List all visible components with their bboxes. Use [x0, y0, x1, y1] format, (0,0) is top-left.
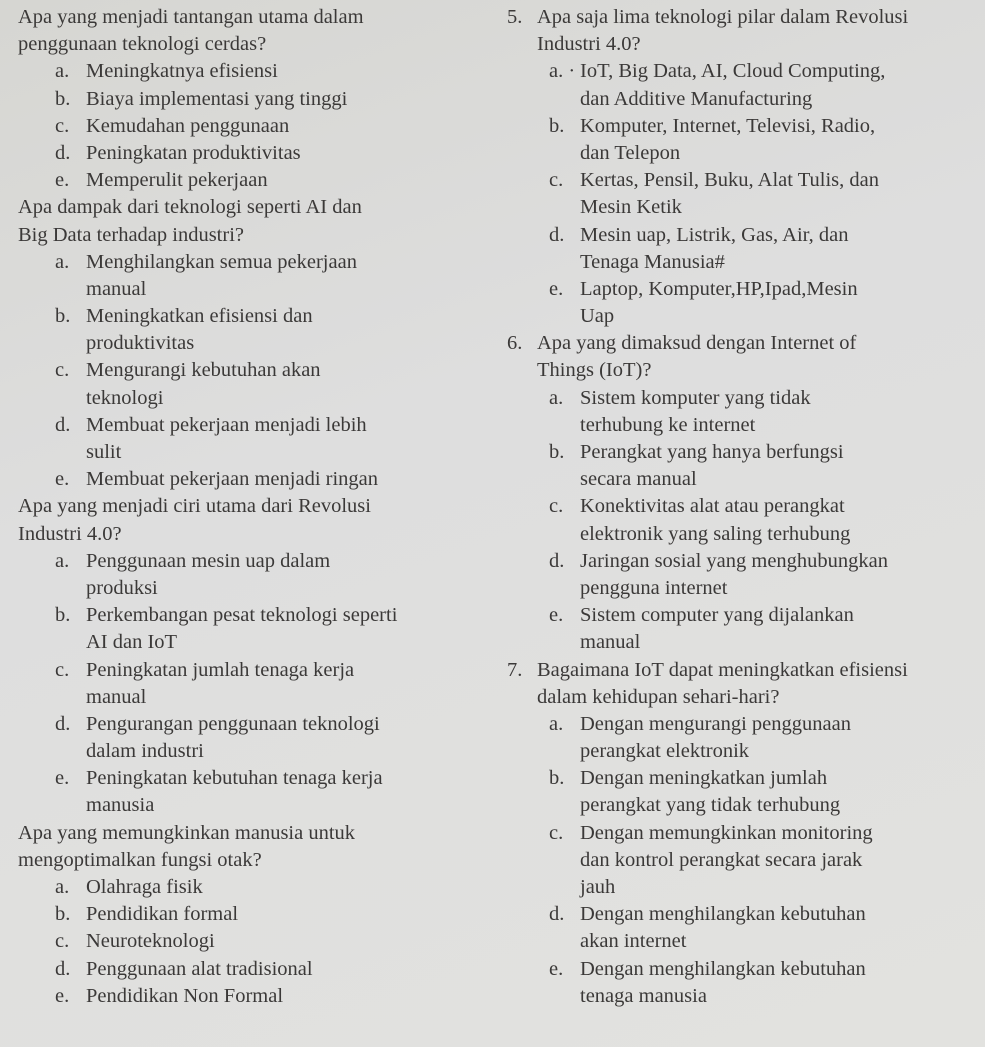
answer-option-line [507, 738, 977, 765]
answer-option [18, 357, 488, 411]
question-text-line [507, 357, 977, 384]
option-letter: a. [55, 876, 70, 898]
question-text: Apa yang memungkinkan manusia untuk [18, 821, 356, 844]
answer-option-line [18, 276, 488, 303]
option-text: Mesin uap, Listrik, Gas, Air, dan [580, 223, 849, 246]
answer-option-line [507, 222, 977, 249]
option-text: Membuat pekerjaan menjadi ringan [86, 468, 379, 491]
question-number: 5. [507, 6, 523, 28]
answer-option-line [507, 928, 977, 955]
answer-option-line [507, 901, 977, 928]
option-text: manual [86, 277, 147, 300]
answer-option [507, 439, 977, 493]
answer-option-line [507, 140, 977, 167]
answer-option-line [18, 303, 488, 330]
question-text-line [18, 222, 488, 249]
option-text: Memperulit pekerjaan [86, 169, 268, 192]
question-block [18, 820, 488, 1010]
option-text: IoT, Big Data, AI, Cloud Computing, [580, 60, 886, 83]
answer-option [18, 86, 488, 113]
option-text: Kertas, Pensil, Buku, Alat Tulis, dan [580, 169, 879, 192]
option-text: Pendidikan Non Formal [86, 984, 284, 1007]
answer-option-line [507, 466, 977, 493]
question-number: 7. [507, 658, 523, 681]
answer-option-line [18, 249, 488, 276]
answer-option [507, 58, 977, 112]
option-letter: a. [55, 549, 70, 572]
question-text: Apa yang dimaksud dengan Internet of [537, 332, 857, 355]
answer-option [18, 983, 488, 1010]
answer-option-line [18, 140, 488, 167]
answer-option [18, 602, 488, 656]
option-text: Tenaga Manusia# [580, 250, 725, 273]
answer-option [18, 874, 488, 901]
question-text: Industri 4.0? [18, 522, 122, 545]
option-text: Sistem computer yang dijalankan [580, 604, 854, 627]
option-text: Dengan mengurangi penggunaan [580, 712, 851, 735]
option-text: Perkembangan pesat teknologi seperti [86, 604, 398, 627]
question-text: Apa yang menjadi ciri utama dari Revolusi [18, 495, 371, 518]
answer-option-line [507, 303, 977, 330]
option-text: AI dan IoT [86, 631, 178, 654]
question-text-line [507, 684, 977, 711]
option-text: akan internet [580, 930, 687, 953]
option-letter: d. [549, 549, 565, 572]
question-number: 6. [507, 332, 523, 355]
option-letter: a. [549, 386, 564, 409]
question-text-line [18, 847, 488, 874]
right-column [507, 4, 977, 1010]
answer-option-line [18, 956, 488, 983]
question-text: Things (IoT)? [537, 359, 652, 382]
answer-option [507, 956, 977, 1010]
answer-option [507, 765, 977, 819]
option-text: produktivitas [86, 332, 195, 355]
answer-option [18, 548, 488, 602]
option-letter: e. [55, 468, 70, 491]
answer-option [507, 276, 977, 330]
answer-option [18, 466, 488, 493]
answer-option-line [18, 439, 488, 466]
answer-option-line [507, 548, 977, 575]
answer-option-line [507, 602, 977, 629]
answer-option-line [507, 765, 977, 792]
option-letter: d. [55, 413, 71, 436]
question-text-line [18, 493, 488, 520]
option-letter: e. [55, 767, 70, 790]
answer-option [18, 765, 488, 819]
answer-option-line [18, 357, 488, 384]
question-block [18, 194, 488, 493]
answer-option-line [507, 493, 977, 520]
answer-option-line [507, 167, 977, 194]
option-text: Neuroteknologi [86, 930, 215, 953]
answer-option-line [18, 385, 488, 412]
option-text: perangkat yang tidak terhubung [580, 794, 841, 817]
answer-option [507, 385, 977, 439]
answer-option [18, 928, 488, 955]
option-text: Penggunaan alat tradisional [86, 957, 313, 980]
option-text: pengguna internet [580, 576, 728, 599]
answer-option-line [507, 575, 977, 602]
answer-option-line [18, 765, 488, 792]
question-text-line [507, 4, 977, 31]
option-text: elektronik yang saling terhubung [580, 522, 851, 545]
answer-option-line [18, 684, 488, 711]
answer-option [18, 657, 488, 711]
answer-option-line [507, 983, 977, 1010]
question-text: Apa dampak dari teknologi seperti AI dan [18, 196, 362, 219]
option-letter: e. [549, 604, 564, 627]
option-text: Dengan menghilangkan kebutuhan [580, 903, 866, 926]
answer-option [18, 113, 488, 140]
answer-option-line [18, 629, 488, 656]
option-text: Meningkatkan efisiensi dan [86, 305, 313, 328]
answer-option-line [507, 521, 977, 548]
option-text: teknologi [86, 386, 164, 409]
question-block [507, 330, 977, 656]
option-text: produksi [86, 576, 158, 599]
option-text: Uap [580, 305, 615, 328]
option-letter: e. [55, 984, 70, 1007]
option-letter: b. [55, 87, 71, 110]
question-text-line [18, 4, 488, 31]
answer-option-line [507, 276, 977, 303]
question-text: mengoptimalkan fungsi otak? [18, 848, 262, 871]
answer-option-line [18, 167, 488, 194]
answer-option-line [18, 113, 488, 140]
option-text: manual [580, 631, 641, 654]
option-text: Komputer, Internet, Televisi, Radio, [580, 114, 876, 137]
answer-option-line [18, 330, 488, 357]
option-letter: a. [55, 60, 70, 83]
question-block [18, 4, 488, 194]
question-text-line [18, 820, 488, 847]
option-text: Mengurangi kebutuhan akan [86, 359, 321, 382]
option-text: Konektivitas alat atau perangkat [580, 495, 845, 518]
option-text: Sistem komputer yang tidak [580, 386, 811, 409]
question-text-line [507, 657, 977, 684]
option-letter: a. · [549, 60, 576, 83]
answer-option [18, 901, 488, 928]
answer-option-line [18, 711, 488, 738]
answer-option [18, 167, 488, 194]
answer-option-line [18, 928, 488, 955]
option-letter: c. [55, 359, 70, 382]
option-text: dan Telepon [580, 141, 681, 164]
answer-option-line [507, 113, 977, 140]
option-text: Olahraga fisik [86, 876, 203, 898]
answer-option-line [507, 439, 977, 466]
answer-option-line [507, 412, 977, 439]
option-text: Dengan meningkatkan jumlah [580, 767, 828, 790]
option-text: Dengan memungkinkan monitoring [580, 821, 873, 844]
option-text: terhubung ke internet [580, 413, 756, 436]
option-text: Meningkatnya efisiensi [86, 60, 278, 83]
answer-option-line [507, 711, 977, 738]
option-letter: e. [55, 169, 70, 192]
answer-option-line [18, 901, 488, 928]
option-letter: d. [549, 223, 565, 246]
option-text: Jaringan sosial yang menghubungkan [580, 549, 889, 572]
answer-option [507, 901, 977, 955]
answer-option-line [507, 792, 977, 819]
option-text: Biaya implementasi yang tinggi [86, 87, 348, 110]
option-text: Perangkat yang hanya berfungsi [580, 441, 844, 463]
option-text: Pengurangan penggunaan teknologi [86, 712, 380, 735]
option-text: Dengan menghilangkan kebutuhan [580, 957, 866, 980]
answer-option [507, 548, 977, 602]
question-block [507, 657, 977, 1010]
option-text: manual [86, 685, 147, 708]
answer-option-line [507, 249, 977, 276]
answer-option-line [507, 194, 977, 221]
option-letter: d. [549, 903, 565, 926]
option-text: tenaga manusia [580, 984, 707, 1007]
answer-option [507, 222, 977, 276]
option-letter: c. [549, 821, 564, 844]
option-letter: b. [55, 305, 71, 328]
left-column [18, 4, 488, 1010]
question-text: Bagaimana IoT dapat meningkatkan efisiensi [537, 658, 908, 681]
answer-option-line [507, 956, 977, 983]
answer-option-line [507, 385, 977, 412]
answer-option [18, 956, 488, 983]
option-text: jauh [580, 876, 616, 898]
answer-option [18, 58, 488, 85]
option-letter: c. [549, 495, 564, 518]
option-letter: b. [549, 767, 565, 790]
option-letter: c. [55, 930, 70, 953]
answer-option [507, 602, 977, 656]
question-text-line [18, 194, 488, 221]
answer-option-line [18, 412, 488, 439]
option-letter: c. [55, 658, 70, 681]
answer-option-line [507, 874, 977, 901]
answer-option-line [18, 466, 488, 493]
question-block [18, 493, 488, 819]
question-text: Apa yang menjadi tantangan utama dalam [18, 6, 364, 28]
option-letter: b. [549, 114, 565, 137]
answer-option [18, 711, 488, 765]
answer-option [507, 167, 977, 221]
answer-option-line [18, 657, 488, 684]
answer-option-line [18, 738, 488, 765]
answer-option-line [507, 820, 977, 847]
option-text: Pendidikan formal [86, 903, 239, 926]
answer-option-line [18, 86, 488, 113]
answer-option-line [18, 575, 488, 602]
answer-option-line [18, 874, 488, 901]
option-letter: b. [549, 441, 565, 463]
option-text: Peningkatan produktivitas [86, 141, 301, 164]
answer-option-line [18, 602, 488, 629]
question-text-line [18, 521, 488, 548]
answer-option-line [507, 86, 977, 113]
option-letter: a. [55, 250, 70, 273]
option-letter: e. [549, 957, 564, 980]
answer-option [507, 113, 977, 167]
option-text: dan Additive Manufacturing [580, 87, 813, 110]
option-letter: d. [55, 957, 71, 980]
answer-option-line [507, 847, 977, 874]
option-letter: d. [55, 712, 71, 735]
option-text: Peningkatan kebutuhan tenaga kerja [86, 767, 383, 790]
question-text: penggunaan teknologi cerdas? [18, 33, 267, 56]
option-text: manusia [86, 794, 155, 817]
answer-option-line [507, 629, 977, 656]
answer-option [18, 412, 488, 466]
question-text-line [507, 330, 977, 357]
option-letter: e. [549, 277, 564, 300]
option-text: dalam industri [86, 740, 204, 763]
option-text: secara manual [580, 468, 697, 491]
question-text: Big Data terhadap industri? [18, 223, 245, 246]
option-text: dan kontrol perangkat secara jarak [580, 848, 863, 871]
question-text-line [18, 31, 488, 58]
option-letter: b. [55, 604, 71, 627]
option-letter: a. [549, 712, 564, 735]
option-letter: b. [55, 903, 71, 926]
question-text: dalam kehidupan sehari-hari? [537, 685, 780, 708]
answer-option [18, 140, 488, 167]
option-text: perangkat elektronik [580, 740, 750, 763]
answer-option-line [18, 792, 488, 819]
option-text: Mesin Ketik [580, 196, 682, 219]
option-text: Penggunaan mesin uap dalam [86, 549, 331, 572]
option-letter: c. [549, 169, 564, 192]
option-text: Peningkatan jumlah tenaga kerja [86, 658, 355, 681]
option-text: sulit [86, 441, 122, 463]
answer-option [18, 249, 488, 303]
question-text: Industri 4.0? [537, 33, 641, 56]
answer-option [18, 303, 488, 357]
option-text: Kemudahan penggunaan [86, 114, 290, 137]
question-text: Apa saja lima teknologi pilar dalam Revolusi [537, 6, 909, 28]
answer-option [507, 493, 977, 547]
answer-option [507, 711, 977, 765]
question-block [507, 4, 977, 330]
answer-option [507, 820, 977, 902]
option-letter: d. [55, 141, 71, 164]
option-text: Laptop, Komputer,HP,Ipad,Mesin [580, 277, 858, 300]
question-text-line [507, 31, 977, 58]
answer-option-line [18, 983, 488, 1010]
option-text: Menghilangkan semua pekerjaan [86, 250, 357, 273]
option-letter: c. [55, 114, 70, 137]
answer-option-line [507, 58, 977, 85]
answer-option-line [18, 548, 488, 575]
answer-option-line [18, 58, 488, 85]
option-text: Membuat pekerjaan menjadi lebih [86, 413, 367, 436]
